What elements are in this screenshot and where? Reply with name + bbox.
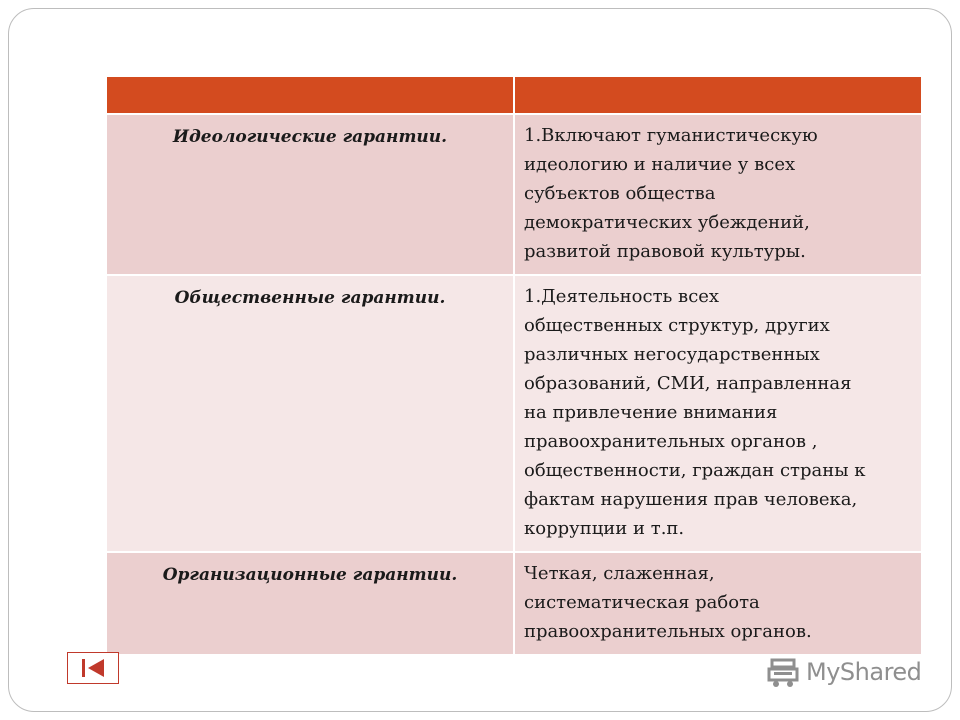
table-row	[106, 275, 922, 552]
table-header-cell-right	[514, 76, 922, 114]
first-slide-button[interactable]	[67, 652, 119, 684]
watermark-text: MyShared	[806, 658, 922, 686]
guarantee-description: Четкая, слаженная, систематическая работа правоохранительных органов.	[514, 552, 922, 655]
skip-to-first-icon	[68, 653, 118, 683]
guarantee-term: Организационные гарантии.	[106, 552, 514, 655]
watermark	[766, 656, 921, 688]
guarantee-description: 1.Включают гуманистическую идеологию и наличие у всех субъектов общества демократических убеждений, развитой правовой культуры.	[514, 114, 922, 275]
table-row	[106, 552, 922, 655]
guarantee-term: Общественные гарантии.	[106, 275, 514, 552]
guarantee-term: Идеологические гарантии.	[106, 114, 514, 275]
table-header-row	[106, 76, 922, 114]
myshared-logo-icon	[766, 656, 800, 688]
guarantee-description: 1.Деятельность всех общественных структур, других различных негосударственных образований, СМИ, направленная на привлечение внимания правоохранительных органов , общественности, граждан страны к фактам нарушения прав человека, коррупции и т.п.	[514, 275, 922, 552]
table-row	[106, 114, 922, 275]
table-header-cell-left	[106, 76, 514, 114]
guarantees-table	[105, 75, 923, 656]
